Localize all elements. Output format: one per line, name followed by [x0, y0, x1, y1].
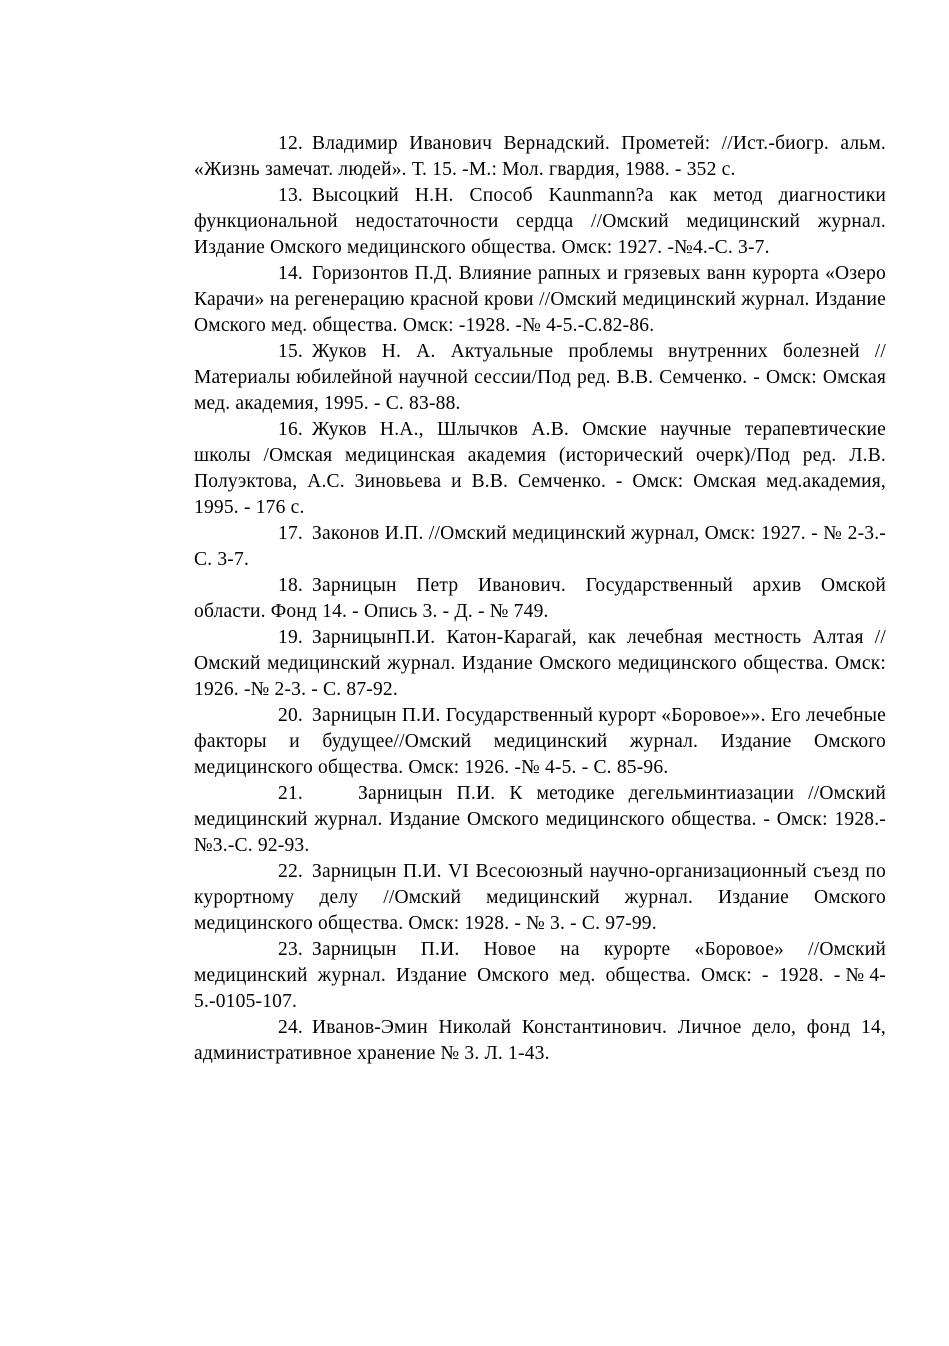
- reference-text: Зарницын П.И. Государственный курорт «Боровое»». Его лечебные факторы и будущее//Омский медицинский журнал. Издание Омского медицинского общества. Омск: 1926. -№ 4-5. - С. 85-96.: [194, 705, 886, 778]
- reference-list: [194, 131, 886, 1067]
- reference-number: 13.: [278, 185, 303, 206]
- reference-item-19: [194, 625, 886, 703]
- reference-item-22: [194, 859, 886, 937]
- reference-number: 22.: [278, 861, 303, 882]
- reference-text: Жуков Н. А. Актуальные проблемы внутренних болезней //Материалы юбилейной научной сессии/Под ред. В.В. Семченко. - Омск: Омская мед. академия, 1995. - С. 83-88.: [194, 341, 886, 414]
- reference-item-13: [194, 183, 886, 261]
- reference-number: 20.: [278, 705, 303, 726]
- reference-item-16: [194, 417, 886, 521]
- reference-number: 12.: [278, 133, 303, 154]
- reference-number: 24.: [278, 1017, 303, 1038]
- reference-text: Зарницын Петр Иванович. Государственный архив Омской области. Фонд 14. - Опись 3. - Д. - № 749.: [194, 575, 886, 622]
- reference-text: Иванов-Эмин Николай Константинович. Личное дело, фонд 14, административное хранение № 3. Л. 1-43.: [194, 1017, 886, 1064]
- reference-item-21: [194, 781, 886, 859]
- reference-number: 21.: [278, 783, 303, 804]
- reference-number: 16.: [278, 419, 303, 440]
- reference-number: 23.: [278, 939, 303, 960]
- reference-item-14: [194, 261, 886, 339]
- reference-text: Зарницын П.И. Новое на курорте «Боровое» //Омский медицинский журнал. Издание Омского мед. общества. Омск: - 1928. -№4-5.-0105-107.: [194, 939, 886, 1012]
- reference-item-12: [194, 131, 886, 183]
- reference-text: Высоцкий Н.Н. Способ Kaunmann?а как метод диагностики функциональной недостаточности сердца //Омский медицинский журнал. Издание Омского медицинского общества. Омск: 1927. -№4.-С. 3-7.: [194, 185, 886, 258]
- reference-text: Жуков Н.А., Шлычков А.В. Омские научные терапевтические школы /Омская медицинская академия (исторический очерк)/Под ред. Л.В. Полуэктова, А.С. Зиновьева и В.В. Семченко. - Омск: Омская мед.академия, 1995. - 176 с.: [194, 419, 886, 518]
- reference-number: 14.: [278, 263, 303, 284]
- reference-text: Законов И.П. //Омский медицинский журнал, Омск: 1927. - № 2-3.-С. 3-7.: [194, 523, 886, 570]
- reference-text: Владимир Иванович Вернадский. Прометей: //Ист.-биогр. альм. «Жизнь замечат. людей». Т. 15. -М.: Мол. гвардия, 1988. - 352 с.: [194, 133, 886, 180]
- reference-item-23: [194, 937, 886, 1015]
- reference-number: 15.: [278, 341, 303, 362]
- reference-text: Горизонтов П.Д. Влияние рапных и грязевых ванн курорта «Озеро Карачи» на регенерацию красной крови //Омский медицинский журнал. Издание Омского мед. общества. Омск: -1928. -№ 4-5.-С.82-86.: [194, 263, 886, 336]
- reference-item-20: [194, 703, 886, 781]
- reference-text: Зарницын П.И. VI Всесоюзный научно-организационный съезд по курортному делу //Омский медицинский журнал. Издание Омского медицинского общества. Омск: 1928. - № 3. - С. 97-99.: [194, 861, 886, 934]
- reference-item-15: [194, 339, 886, 417]
- reference-text: ЗарницынП.И. Катон-Карагай, как лечебная местность Алтая // Омский медицинский журнал. Издание Омского медицинского общества. Омск: 1926. -№ 2-3. - С. 87-92.: [194, 627, 886, 700]
- reference-text: Зарницын П.И. К методике дегельминтиазации //Омский медицинский журнал. Издание Омского медицинского общества. - Омск: 1928.-№3.-С. 92-93.: [194, 783, 886, 856]
- reference-item-18: [194, 573, 886, 625]
- reference-number: 17.: [278, 523, 303, 544]
- reference-item-17: [194, 521, 886, 573]
- reference-number: 18.: [278, 575, 303, 596]
- reference-number: 19.: [278, 627, 303, 648]
- reference-item-24: [194, 1015, 886, 1067]
